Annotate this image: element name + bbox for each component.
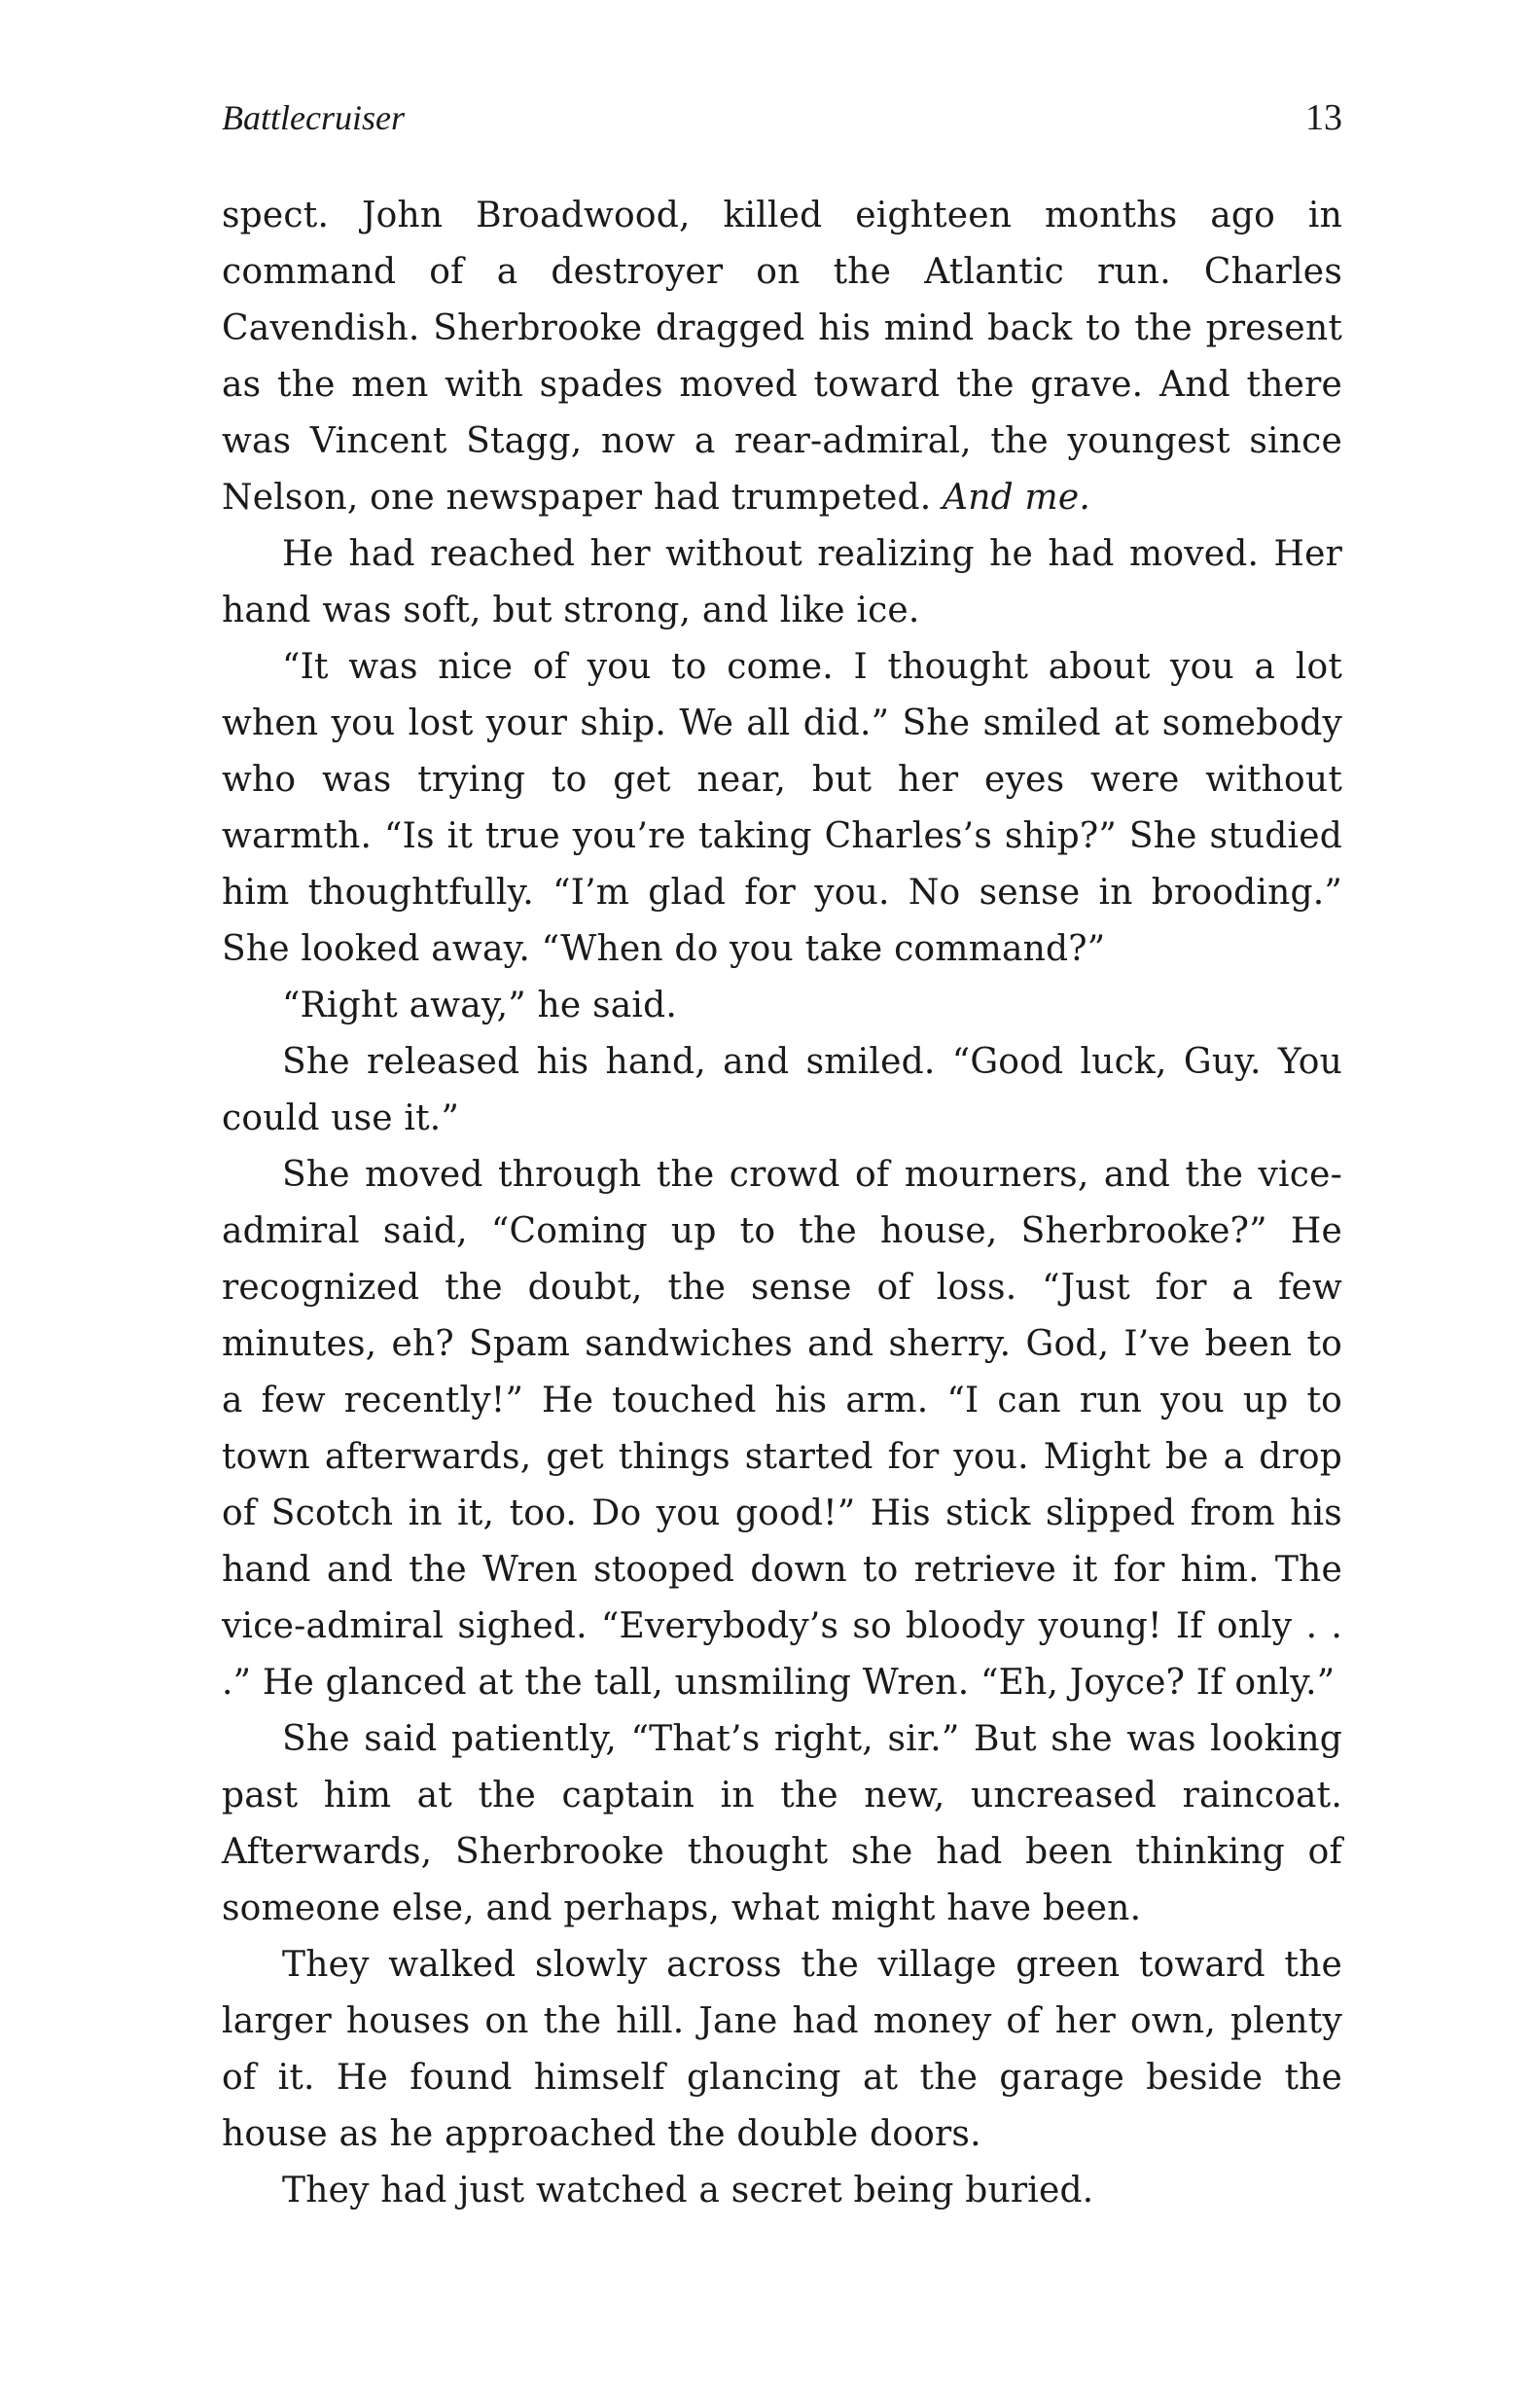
page-number: 13 [1305,97,1342,138]
paragraph: She released his hand, and smiled. “Good luck, Guy. You could use it.” [222,1042,1342,1138]
emphasized-text: And me. [943,478,1090,518]
paragraph: He had reached her without realizing he had moved. Her hand was soft, but strong, and like ice. [222,534,1342,630]
paragraph-continuation [222,188,1342,526]
paragraph: They walked slowly across the village green toward the larger houses on the hill. Jane had money of her own, plenty of it. He found himself glancing at the garage beside the house as he approached the double doors. [222,1945,1342,2154]
paragraph-text: spect. John Broadwood, killed eighteen months ago in command of a destroyer on the Atlantic run. Charles Cavendish. Sherbrooke dragged his mind back to the present as the men with spades moved toward the grave. And there was Vincent Stagg, now a rear-admiral, the youngest since Nelson, one newspaper had trumpeted. [222,196,1342,518]
paragraph: She moved through the crowd of mourners, and the vice-admiral said, “Coming up to the house, Sherbrooke?” He recognized the doubt, the sense of loss. “Just for a few minutes, eh? Spam sandwiches and sherry. God, I’ve been to a few recently!” He touched his arm. “I can run you up to town afterwards, get things started for you. Might be a drop of Scotch in it, too. Do you good!” His stick slipped from his hand and the Wren stooped down to retrieve it for him. The vice-admiral sighed. “Everybody’s so bloody young! If only . . .” He glanced at the tall, unsmiling Wren. “Eh, Joyce? If only.” [222,1155,1342,1703]
paragraph: They had just watched a secret being buried. [282,2171,1094,2210]
page-header [222,93,1342,142]
running-title: Battlecruiser [222,98,405,137]
paragraph: “Right away,” he said. [282,986,678,1025]
paragraph: She said patiently, “That’s right, sir.” But she was looking past him at the captain in the new, uncreased raincoat. Afterwards, Sherbrooke thought she had been thinking of someone else, and perhaps, what might have been. [222,1719,1342,1928]
paragraph: “It was nice of you to come. I thought about you a lot when you lost your ship. We all did.” She smiled at somebody who was trying to get near, but her eyes were without warmth. “Is it true you’re taking Charles’s ship?” She studied him thoughtfully. “I’m glad for you. No sense in brooding.” She looked away. “When do you take command?” [222,647,1342,969]
body-text [222,188,1342,2219]
